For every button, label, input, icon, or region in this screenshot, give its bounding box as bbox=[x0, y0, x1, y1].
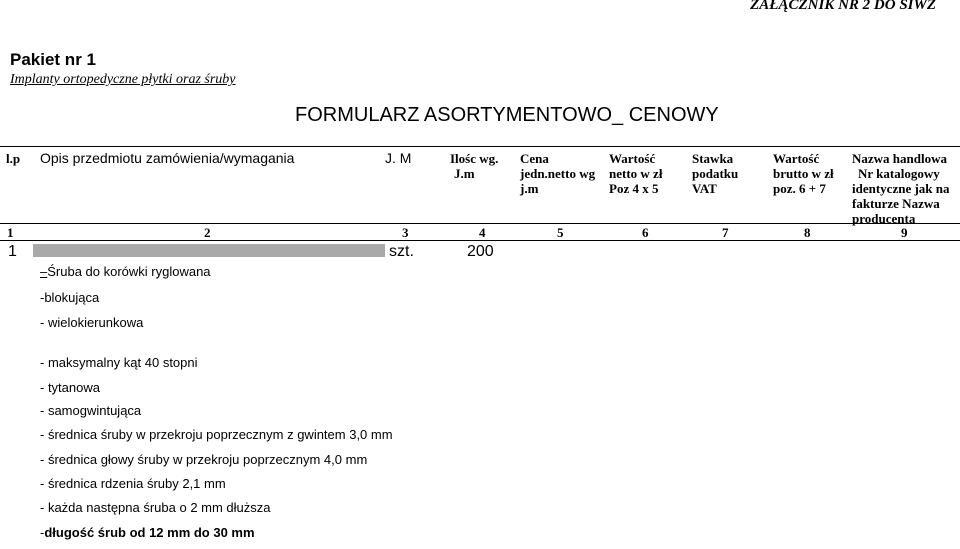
column-number-2: 2 bbox=[204, 225, 211, 240]
table-top-rule bbox=[0, 146, 960, 147]
spec-line-srednica-sruby: - średnica śruby w przekroju poprzecznym z gwintem 3,0 mm bbox=[40, 427, 393, 442]
column-number-4: 4 bbox=[479, 225, 486, 240]
header-nazwa-line3: identyczne jak na bbox=[852, 181, 950, 196]
header-brutto bbox=[773, 151, 834, 196]
row-item-title-dash: – bbox=[40, 264, 48, 279]
header-brutto-line2: brutto w zł bbox=[773, 166, 834, 181]
header-cena-line3: j.m bbox=[520, 181, 539, 196]
attachment-label: ZAŁĄCZNIK NR 2 DO SIWZ bbox=[750, 0, 936, 13]
column-number-5: 5 bbox=[557, 225, 564, 240]
header-brutto-line1: Wartość bbox=[773, 151, 820, 166]
spec-line-dlugosc bbox=[40, 525, 255, 540]
header-netto-line2: netto w zł bbox=[609, 166, 663, 181]
row-lp: 1 bbox=[8, 243, 17, 260]
column-number-1: 1 bbox=[7, 225, 14, 240]
spec-line-kazda-nastepna: - każda następna śruba o 2 mm dłuższa bbox=[40, 500, 271, 515]
header-bottom-rule bbox=[0, 223, 960, 224]
header-vat-line3: VAT bbox=[692, 181, 717, 196]
header-netto-line3: Poz 4 x 5 bbox=[609, 181, 659, 196]
column-number-8: 8 bbox=[804, 225, 811, 240]
header-nazwa-line1: Nazwa handlowa bbox=[852, 151, 947, 166]
package-subtitle: Implanty ortopedyczne płytki oraz śruby bbox=[10, 72, 236, 87]
row-item-title bbox=[40, 264, 211, 279]
header-jm: J. M bbox=[385, 150, 412, 166]
spec-line-blokujaca: -blokująca bbox=[40, 290, 100, 305]
column-number-6: 6 bbox=[642, 225, 649, 240]
header-vat-line2: podatku bbox=[692, 166, 739, 181]
spec-line-tytanowa: - tytanowa bbox=[40, 380, 100, 395]
header-opis: Opis przedmiotu zamówienia/wymagania bbox=[40, 150, 295, 166]
row-item-title-text: Śruba do korówki ryglowana bbox=[47, 264, 211, 279]
row-description-shaded-bar bbox=[33, 244, 385, 257]
spec-line-kat: - maksymalny kąt 40 stopni bbox=[40, 355, 198, 370]
header-vat-line1: Stawka bbox=[692, 151, 734, 166]
column-number-9: 9 bbox=[901, 225, 908, 240]
spec-line-srednica-rdzenia: - średnica rdzenia śruby 2,1 mm bbox=[40, 476, 226, 491]
header-cena-line1: Cena bbox=[520, 151, 549, 166]
spec-line-samogwintujaca: - samogwintująca bbox=[40, 403, 142, 418]
header-ilosc bbox=[450, 151, 498, 181]
column-number-7: 7 bbox=[722, 225, 729, 240]
spec-line-srednica-glowy: - średnica głowy śruby w przekroju poprzecznym 4,0 mm bbox=[40, 452, 368, 467]
spec-line-dlugosc-text: długość śrub od 12 mm do 30 mm bbox=[44, 525, 255, 540]
header-brutto-line3: poz. 6 + 7 bbox=[773, 181, 826, 196]
header-netto bbox=[609, 151, 662, 196]
spec-line-dlugosc-prefix: - bbox=[40, 525, 45, 540]
header-cena bbox=[520, 151, 595, 196]
column-number-3: 3 bbox=[402, 225, 409, 240]
header-nazwa-line5: producenta bbox=[852, 211, 916, 226]
spec-line-wielokierunkowa: - wielokierunkowa bbox=[40, 315, 144, 330]
header-nazwa bbox=[852, 151, 958, 226]
header-netto-line1: Wartość bbox=[609, 151, 656, 166]
row-unit: szt. bbox=[389, 243, 414, 260]
header-vat bbox=[692, 151, 738, 196]
form-title: FORMULARZ ASORTYMENTOWO_ CENOWY bbox=[295, 104, 719, 126]
header-cena-line2: jedn.netto wg bbox=[520, 166, 596, 181]
header-ilosc-line1: Ilośc wg. bbox=[450, 151, 499, 166]
header-nazwa-line2: Nr katalogowy bbox=[858, 166, 940, 181]
header-ilosc-line2: J.m bbox=[454, 166, 475, 181]
header-nazwa-line4: fakturze Nazwa bbox=[852, 196, 940, 211]
package-title: Pakiet nr 1 bbox=[10, 50, 96, 69]
row-quantity: 200 bbox=[467, 243, 494, 260]
header-lp: l.p bbox=[6, 151, 21, 166]
